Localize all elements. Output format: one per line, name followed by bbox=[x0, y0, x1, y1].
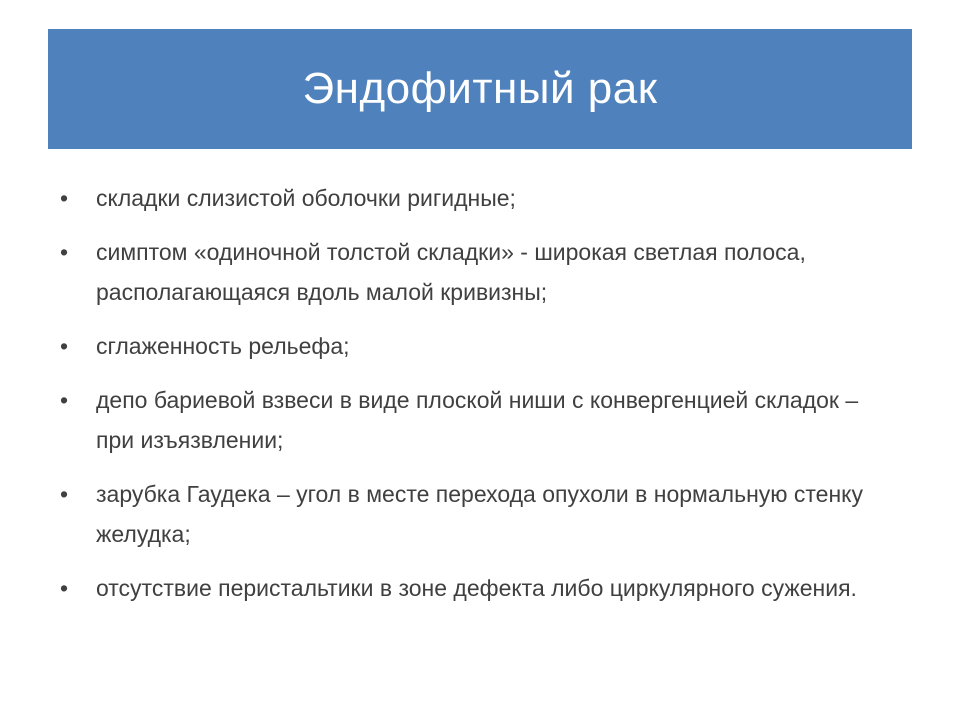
bullet-dot-icon: • bbox=[60, 481, 69, 507]
bullet-dot-icon: • bbox=[60, 333, 69, 359]
bullet-list bbox=[60, 178, 890, 622]
bullet-item bbox=[60, 568, 890, 608]
bullet-item bbox=[60, 232, 890, 312]
bullet-text: отсутствие перистальтики в зоне дефекта либо циркулярного сужения. bbox=[96, 575, 857, 601]
bullet-item bbox=[60, 474, 890, 554]
bullet-dot-icon: • bbox=[60, 387, 69, 413]
slide-title: Эндофитный рак bbox=[302, 64, 658, 113]
bullet-text: сглаженность рельефа; bbox=[96, 333, 350, 359]
bullet-text: симптом «одиночной толстой складки» - широкая светлая полоса, располагающаяся вдоль малой кривизны; bbox=[96, 239, 806, 305]
bullet-item bbox=[60, 326, 890, 366]
bullet-text: депо бариевой взвеси в виде плоской ниши с конвергенцией складок – при изъязвлении; bbox=[96, 387, 859, 453]
bullet-dot-icon: • bbox=[60, 575, 69, 601]
bullet-dot-icon: • bbox=[60, 239, 69, 265]
bullet-text: складки слизистой оболочки ригидные; bbox=[96, 185, 516, 211]
title-band bbox=[48, 29, 912, 149]
bullet-text: зарубка Гаудека – угол в месте перехода опухоли в нормальную стенку желудка; bbox=[96, 481, 863, 547]
bullet-item bbox=[60, 178, 890, 218]
bullet-item bbox=[60, 380, 890, 460]
bullet-dot-icon: • bbox=[60, 185, 69, 211]
